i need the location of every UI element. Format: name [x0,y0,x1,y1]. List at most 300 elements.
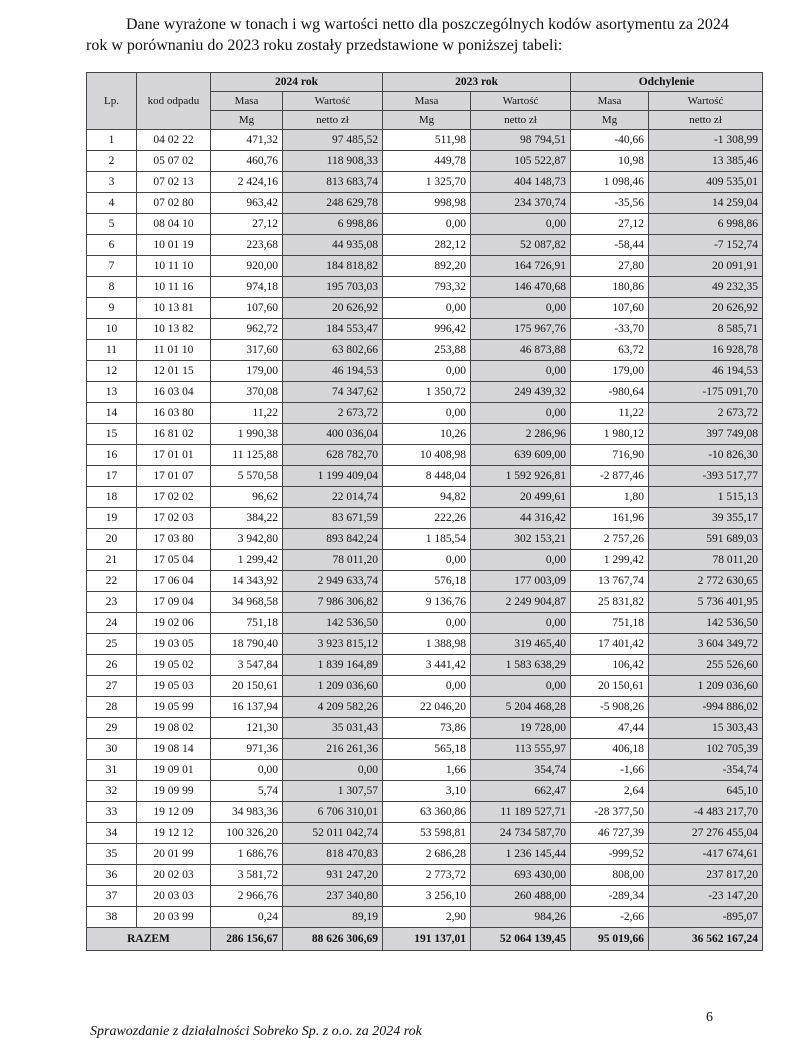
cell-masa-2023: 53 598,81 [383,823,471,844]
cell-wartosc-odch: 2 772 630,65 [649,571,763,592]
table-row [87,865,763,886]
cell-wartosc-odch: 591 689,03 [649,529,763,550]
cell-masa-odch: -33,70 [571,319,649,340]
cell-masa-odch: -40,66 [571,130,649,151]
cell-masa-odch: 63,72 [571,340,649,361]
cell-masa-odch: -999,52 [571,844,649,865]
cell-masa-2024: 223,68 [211,235,283,256]
cell-wartosc-2023: 0,00 [471,403,571,424]
cell-kod: 17 02 02 [137,487,211,508]
cell-masa-odch: -2 877,46 [571,466,649,487]
cell-kod: 19 05 03 [137,676,211,697]
cell-masa-2024: 5,74 [211,781,283,802]
cell-wartosc-2023: 5 204 468,28 [471,697,571,718]
cell-wartosc-2024: 97 485,52 [283,130,383,151]
table-row [87,655,763,676]
cell-lp: 1 [87,130,137,151]
cell-kod: 19 12 09 [137,802,211,823]
table-row [87,844,763,865]
cell-wartosc-odch: -10 826,30 [649,445,763,466]
cell-wartosc-2024: 3 923 815,12 [283,634,383,655]
cell-masa-2024: 100 326,20 [211,823,283,844]
cell-masa-2023: 3,10 [383,781,471,802]
table-row [87,172,763,193]
cell-wartosc-2023: 984,26 [471,907,571,928]
table-row [87,256,763,277]
footer-text: Sprawozdanie z działalności Sobreko Sp. z o.o. za 2024 rok [90,1024,422,1039]
cell-masa-2024: 971,36 [211,739,283,760]
cell-kod: 20 01 99 [137,844,211,865]
cell-wartosc-odch: -175 091,70 [649,382,763,403]
cell-masa-2023: 565,18 [383,739,471,760]
cell-masa-2023: 282,12 [383,235,471,256]
cell-wartosc-odch: -7 152,74 [649,235,763,256]
header-unit-mg-odch: Mg [571,111,649,130]
cell-lp: 6 [87,235,137,256]
cell-wartosc-2024: 237 340,80 [283,886,383,907]
cell-wartosc-2024: 63 802,66 [283,340,383,361]
cell-wartosc-2024: 142 536,50 [283,613,383,634]
table-row [87,277,763,298]
cell-masa-2024: 0,24 [211,907,283,928]
cell-masa-odch: -289,34 [571,886,649,907]
cell-masa-2023: 3 256,10 [383,886,471,907]
cell-kod: 16 03 04 [137,382,211,403]
cell-lp: 37 [87,886,137,907]
cell-wartosc-2023: 0,00 [471,214,571,235]
cell-masa-2024: 96,62 [211,487,283,508]
cell-masa-odch: 161,96 [571,508,649,529]
cell-masa-odch: 11,22 [571,403,649,424]
cell-lp: 4 [87,193,137,214]
header-unit-mg-2023: Mg [383,111,471,130]
cell-wartosc-2023: 11 189 527,71 [471,802,571,823]
cell-masa-odch: 13 767,74 [571,571,649,592]
cell-masa-odch: 179,00 [571,361,649,382]
cell-wartosc-odch: 20 626,92 [649,298,763,319]
page-number: 6 [706,1010,713,1025]
cell-kod: 10 01 19 [137,235,211,256]
cell-kod: 19 05 02 [137,655,211,676]
cell-masa-2024: 963,42 [211,193,283,214]
cell-masa-2023: 996,42 [383,319,471,340]
cell-masa-2023: 793,32 [383,277,471,298]
cell-masa-2024: 34 968,58 [211,592,283,613]
cell-wartosc-2024: 248 629,78 [283,193,383,214]
cell-lp: 30 [87,739,137,760]
cell-wartosc-2024: 7 986 306,82 [283,592,383,613]
table-row [87,760,763,781]
cell-wartosc-2024: 78 011,20 [283,550,383,571]
cell-masa-2023: 10 408,98 [383,445,471,466]
cell-masa-odch: 1,80 [571,487,649,508]
cell-kod: 17 03 80 [137,529,211,550]
cell-masa-2024: 317,60 [211,340,283,361]
cell-lp: 32 [87,781,137,802]
cell-kod: 11 01 10 [137,340,211,361]
cell-wartosc-odch: 645,10 [649,781,763,802]
cell-masa-odch: -28 377,50 [571,802,649,823]
cell-wartosc-2024: 6 706 310,01 [283,802,383,823]
cell-kod: 17 01 01 [137,445,211,466]
cell-wartosc-2023: 1 236 145,44 [471,844,571,865]
cell-masa-2023: 0,00 [383,298,471,319]
cell-masa-2023: 10,26 [383,424,471,445]
header-wartosc-2024: Wartość [283,92,383,111]
cell-masa-2024: 1 686,76 [211,844,283,865]
cell-masa-2023: 3 441,42 [383,655,471,676]
cell-wartosc-2023: 319 465,40 [471,634,571,655]
cell-lp: 11 [87,340,137,361]
cell-wartosc-2024: 118 908,33 [283,151,383,172]
cell-wartosc-2024: 184 818,82 [283,256,383,277]
cell-lp: 8 [87,277,137,298]
cell-wartosc-2024: 184 553,47 [283,319,383,340]
cell-wartosc-2023: 0,00 [471,676,571,697]
cell-masa-odch: 2 757,26 [571,529,649,550]
cell-masa-2023: 222,26 [383,508,471,529]
cell-lp: 2 [87,151,137,172]
table-row [87,697,763,718]
cell-wartosc-2024: 400 036,04 [283,424,383,445]
header-2023: 2023 rok [383,73,571,92]
cell-wartosc-2024: 46 194,53 [283,361,383,382]
cell-wartosc-2023: 44 316,42 [471,508,571,529]
cell-masa-2023: 449,78 [383,151,471,172]
cell-lp: 15 [87,424,137,445]
cell-masa-2023: 0,00 [383,403,471,424]
total-cell: 36 562 167,24 [649,928,763,951]
table-row [87,529,763,550]
cell-masa-2024: 16 137,94 [211,697,283,718]
cell-masa-odch: 25 831,82 [571,592,649,613]
cell-wartosc-2024: 6 998,86 [283,214,383,235]
cell-kod: 19 05 99 [137,697,211,718]
cell-wartosc-2024: 74 347,62 [283,382,383,403]
cell-wartosc-2023: 19 728,00 [471,718,571,739]
cell-masa-2023: 2 686,28 [383,844,471,865]
cell-kod: 19 12 12 [137,823,211,844]
cell-masa-2024: 5 570,58 [211,466,283,487]
cell-masa-2024: 20 150,61 [211,676,283,697]
cell-wartosc-2024: 216 261,36 [283,739,383,760]
cell-masa-2023: 576,18 [383,571,471,592]
table-row [87,424,763,445]
header-odchylenie: Odchylenie [571,73,763,92]
cell-wartosc-odch: 3 604 349,72 [649,634,763,655]
cell-kod: 17 01 07 [137,466,211,487]
cell-lp: 17 [87,466,137,487]
cell-wartosc-2023: 249 439,32 [471,382,571,403]
header-kod: kod odpadu [137,73,211,130]
cell-masa-2024: 3 581,72 [211,865,283,886]
table-row [87,613,763,634]
cell-masa-2024: 974,18 [211,277,283,298]
cell-masa-odch: 107,60 [571,298,649,319]
cell-masa-2024: 14 343,92 [211,571,283,592]
cell-wartosc-2023: 175 967,76 [471,319,571,340]
cell-wartosc-2023: 0,00 [471,361,571,382]
cell-wartosc-2023: 234 370,74 [471,193,571,214]
cell-wartosc-2023: 0,00 [471,613,571,634]
cell-lp: 21 [87,550,137,571]
header-2024: 2024 rok [211,73,383,92]
cell-masa-odch: 46 727,39 [571,823,649,844]
cell-lp: 27 [87,676,137,697]
table-row [87,550,763,571]
table-row [87,151,763,172]
cell-wartosc-2024: 893 842,24 [283,529,383,550]
cell-kod: 12 01 15 [137,361,211,382]
cell-wartosc-2023: 164 726,91 [471,256,571,277]
cell-wartosc-2023: 354,74 [471,760,571,781]
cell-lp: 5 [87,214,137,235]
table-row [87,592,763,613]
cell-wartosc-odch: 255 526,60 [649,655,763,676]
cell-wartosc-odch: 6 998,86 [649,214,763,235]
cell-wartosc-odch: 14 259,04 [649,193,763,214]
cell-wartosc-2023: 24 734 587,70 [471,823,571,844]
cell-masa-2023: 1,66 [383,760,471,781]
cell-masa-2023: 0,00 [383,676,471,697]
cell-masa-odch: 751,18 [571,613,649,634]
cell-masa-2023: 63 360,86 [383,802,471,823]
table-row [87,466,763,487]
cell-masa-odch: -58,44 [571,235,649,256]
table-row [87,886,763,907]
cell-kod: 05 07 02 [137,151,211,172]
cell-lp: 28 [87,697,137,718]
cell-masa-2023: 0,00 [383,361,471,382]
table-row [87,781,763,802]
cell-wartosc-odch: -393 517,77 [649,466,763,487]
cell-wartosc-odch: 142 536,50 [649,613,763,634]
table-row [87,718,763,739]
cell-masa-2023: 511,98 [383,130,471,151]
cell-wartosc-odch: 49 232,35 [649,277,763,298]
cell-masa-odch: 27,80 [571,256,649,277]
cell-masa-2024: 11,22 [211,403,283,424]
cell-lp: 14 [87,403,137,424]
cell-lp: 34 [87,823,137,844]
cell-wartosc-odch: 78 011,20 [649,550,763,571]
cell-masa-2023: 1 185,54 [383,529,471,550]
cell-masa-odch: 180,86 [571,277,649,298]
cell-wartosc-odch: 20 091,91 [649,256,763,277]
cell-masa-2024: 920,00 [211,256,283,277]
cell-masa-2024: 121,30 [211,718,283,739]
waste-table [86,72,763,951]
cell-wartosc-odch: 1 209 036,60 [649,676,763,697]
header-unit-netto-2024: netto zł [283,111,383,130]
table-body [87,130,763,928]
table-row [87,487,763,508]
cell-masa-odch: 406,18 [571,739,649,760]
cell-masa-odch: 10,98 [571,151,649,172]
cell-masa-2024: 384,22 [211,508,283,529]
cell-kod: 19 08 14 [137,739,211,760]
cell-kod: 16 03 80 [137,403,211,424]
cell-masa-2024: 1 990,38 [211,424,283,445]
cell-wartosc-odch: 237 817,20 [649,865,763,886]
cell-lp: 18 [87,487,137,508]
cell-kod: 10 13 82 [137,319,211,340]
cell-lp: 20 [87,529,137,550]
cell-wartosc-2024: 813 683,74 [283,172,383,193]
cell-wartosc-odch: -994 886,02 [649,697,763,718]
cell-lp: 36 [87,865,137,886]
cell-masa-2024: 3 547,84 [211,655,283,676]
cell-lp: 9 [87,298,137,319]
cell-masa-2023: 9 136,76 [383,592,471,613]
cell-wartosc-odch: 39 355,17 [649,508,763,529]
cell-wartosc-odch: 5 736 401,95 [649,592,763,613]
header-row-groups [87,73,763,92]
cell-wartosc-2024: 44 935,08 [283,235,383,256]
cell-kod: 20 03 03 [137,886,211,907]
cell-lp: 3 [87,172,137,193]
cell-wartosc-2023: 1 592 926,81 [471,466,571,487]
cell-kod: 10 13 81 [137,298,211,319]
cell-wartosc-2023: 260 488,00 [471,886,571,907]
total-cell: 191 137,01 [383,928,471,951]
header-wartosc-2023: Wartość [471,92,571,111]
cell-masa-2023: 2 773,72 [383,865,471,886]
header-unit-netto-odch: netto zł [649,111,763,130]
table-row [87,403,763,424]
table-row [87,193,763,214]
cell-wartosc-odch: 46 194,53 [649,361,763,382]
cell-masa-2024: 34 983,36 [211,802,283,823]
cell-kod: 17 05 04 [137,550,211,571]
cell-wartosc-2024: 818 470,83 [283,844,383,865]
intro-paragraph: Dane wyrażone w tonach i wg wartości netto dla poszczególnych kodów asortymentu za 2024 rok w porównaniu do 2023 roku zostały przedstawione w poniższej tabeli: [86,16,729,54]
cell-masa-odch: 716,90 [571,445,649,466]
cell-kod: 04 02 22 [137,130,211,151]
cell-masa-2024: 1 299,42 [211,550,283,571]
cell-wartosc-2024: 2 673,72 [283,403,383,424]
cell-wartosc-2024: 628 782,70 [283,445,383,466]
cell-wartosc-2024: 1 307,57 [283,781,383,802]
table-row [87,802,763,823]
cell-wartosc-2024: 195 703,03 [283,277,383,298]
cell-lp: 12 [87,361,137,382]
cell-masa-2024: 962,72 [211,319,283,340]
cell-lp: 19 [87,508,137,529]
total-label: RAZEM [87,928,211,951]
cell-wartosc-2024: 0,00 [283,760,383,781]
header-lp: Lp. [87,73,137,130]
cell-kod: 08 04 10 [137,214,211,235]
table-row [87,130,763,151]
cell-wartosc-odch: -895,07 [649,907,763,928]
cell-masa-2023: 2,90 [383,907,471,928]
cell-wartosc-2023: 639 609,00 [471,445,571,466]
cell-kod: 17 09 04 [137,592,211,613]
header-wartosc-odch: Wartość [649,92,763,111]
header-masa-odch: Masa [571,92,649,111]
table-row [87,676,763,697]
cell-kod: 17 06 04 [137,571,211,592]
cell-wartosc-2024: 83 671,59 [283,508,383,529]
cell-masa-odch: 1 980,12 [571,424,649,445]
cell-wartosc-2023: 693 430,00 [471,865,571,886]
cell-wartosc-2024: 20 626,92 [283,298,383,319]
cell-masa-odch: -35,56 [571,193,649,214]
cell-wartosc-2023: 20 499,61 [471,487,571,508]
table-row [87,382,763,403]
cell-masa-odch: 17 401,42 [571,634,649,655]
cell-masa-2023: 94,82 [383,487,471,508]
cell-wartosc-odch: -354,74 [649,760,763,781]
cell-wartosc-2023: 0,00 [471,298,571,319]
table-row [87,445,763,466]
table-row [87,508,763,529]
cell-wartosc-2023: 105 522,87 [471,151,571,172]
cell-masa-2023: 0,00 [383,613,471,634]
cell-masa-2023: 1 388,98 [383,634,471,655]
table-row [87,907,763,928]
cell-wartosc-odch: 16 928,78 [649,340,763,361]
table-row [87,319,763,340]
header-masa-2024: Masa [211,92,283,111]
total-cell: 52 064 139,45 [471,928,571,951]
cell-wartosc-2023: 98 794,51 [471,130,571,151]
total-cell: 95 019,66 [571,928,649,951]
cell-masa-2024: 3 942,80 [211,529,283,550]
cell-kod: 19 09 99 [137,781,211,802]
cell-masa-2024: 2 966,76 [211,886,283,907]
waste-table-container [86,72,762,951]
cell-kod: 20 02 03 [137,865,211,886]
cell-wartosc-2023: 302 153,21 [471,529,571,550]
cell-wartosc-odch: -23 147,20 [649,886,763,907]
cell-lp: 10 [87,319,137,340]
cell-wartosc-2023: 146 470,68 [471,277,571,298]
cell-lp: 38 [87,907,137,928]
cell-wartosc-odch: 1 515,13 [649,487,763,508]
cell-wartosc-2024: 22 014,74 [283,487,383,508]
cell-masa-odch: 106,42 [571,655,649,676]
cell-wartosc-odch: 102 705,39 [649,739,763,760]
table-row [87,571,763,592]
table-row [87,823,763,844]
header-masa-2023: Masa [383,92,471,111]
cell-lp: 24 [87,613,137,634]
table-row [87,634,763,655]
cell-wartosc-2023: 404 148,73 [471,172,571,193]
cell-wartosc-2023: 2 249 904,87 [471,592,571,613]
cell-lp: 23 [87,592,137,613]
cell-lp: 35 [87,844,137,865]
cell-kod: 17 02 03 [137,508,211,529]
cell-kod: 10 11 16 [137,277,211,298]
cell-kod: 10 11 10 [137,256,211,277]
cell-wartosc-odch: 13 385,46 [649,151,763,172]
cell-masa-2024: 107,60 [211,298,283,319]
total-row [87,928,763,951]
cell-masa-2024: 27,12 [211,214,283,235]
cell-kod: 19 08 02 [137,718,211,739]
cell-masa-odch: -980,64 [571,382,649,403]
cell-lp: 16 [87,445,137,466]
cell-lp: 29 [87,718,137,739]
cell-masa-2024: 471,32 [211,130,283,151]
cell-masa-2023: 0,00 [383,214,471,235]
cell-masa-2024: 179,00 [211,361,283,382]
cell-wartosc-odch: 397 749,08 [649,424,763,445]
cell-wartosc-odch: 27 276 455,04 [649,823,763,844]
